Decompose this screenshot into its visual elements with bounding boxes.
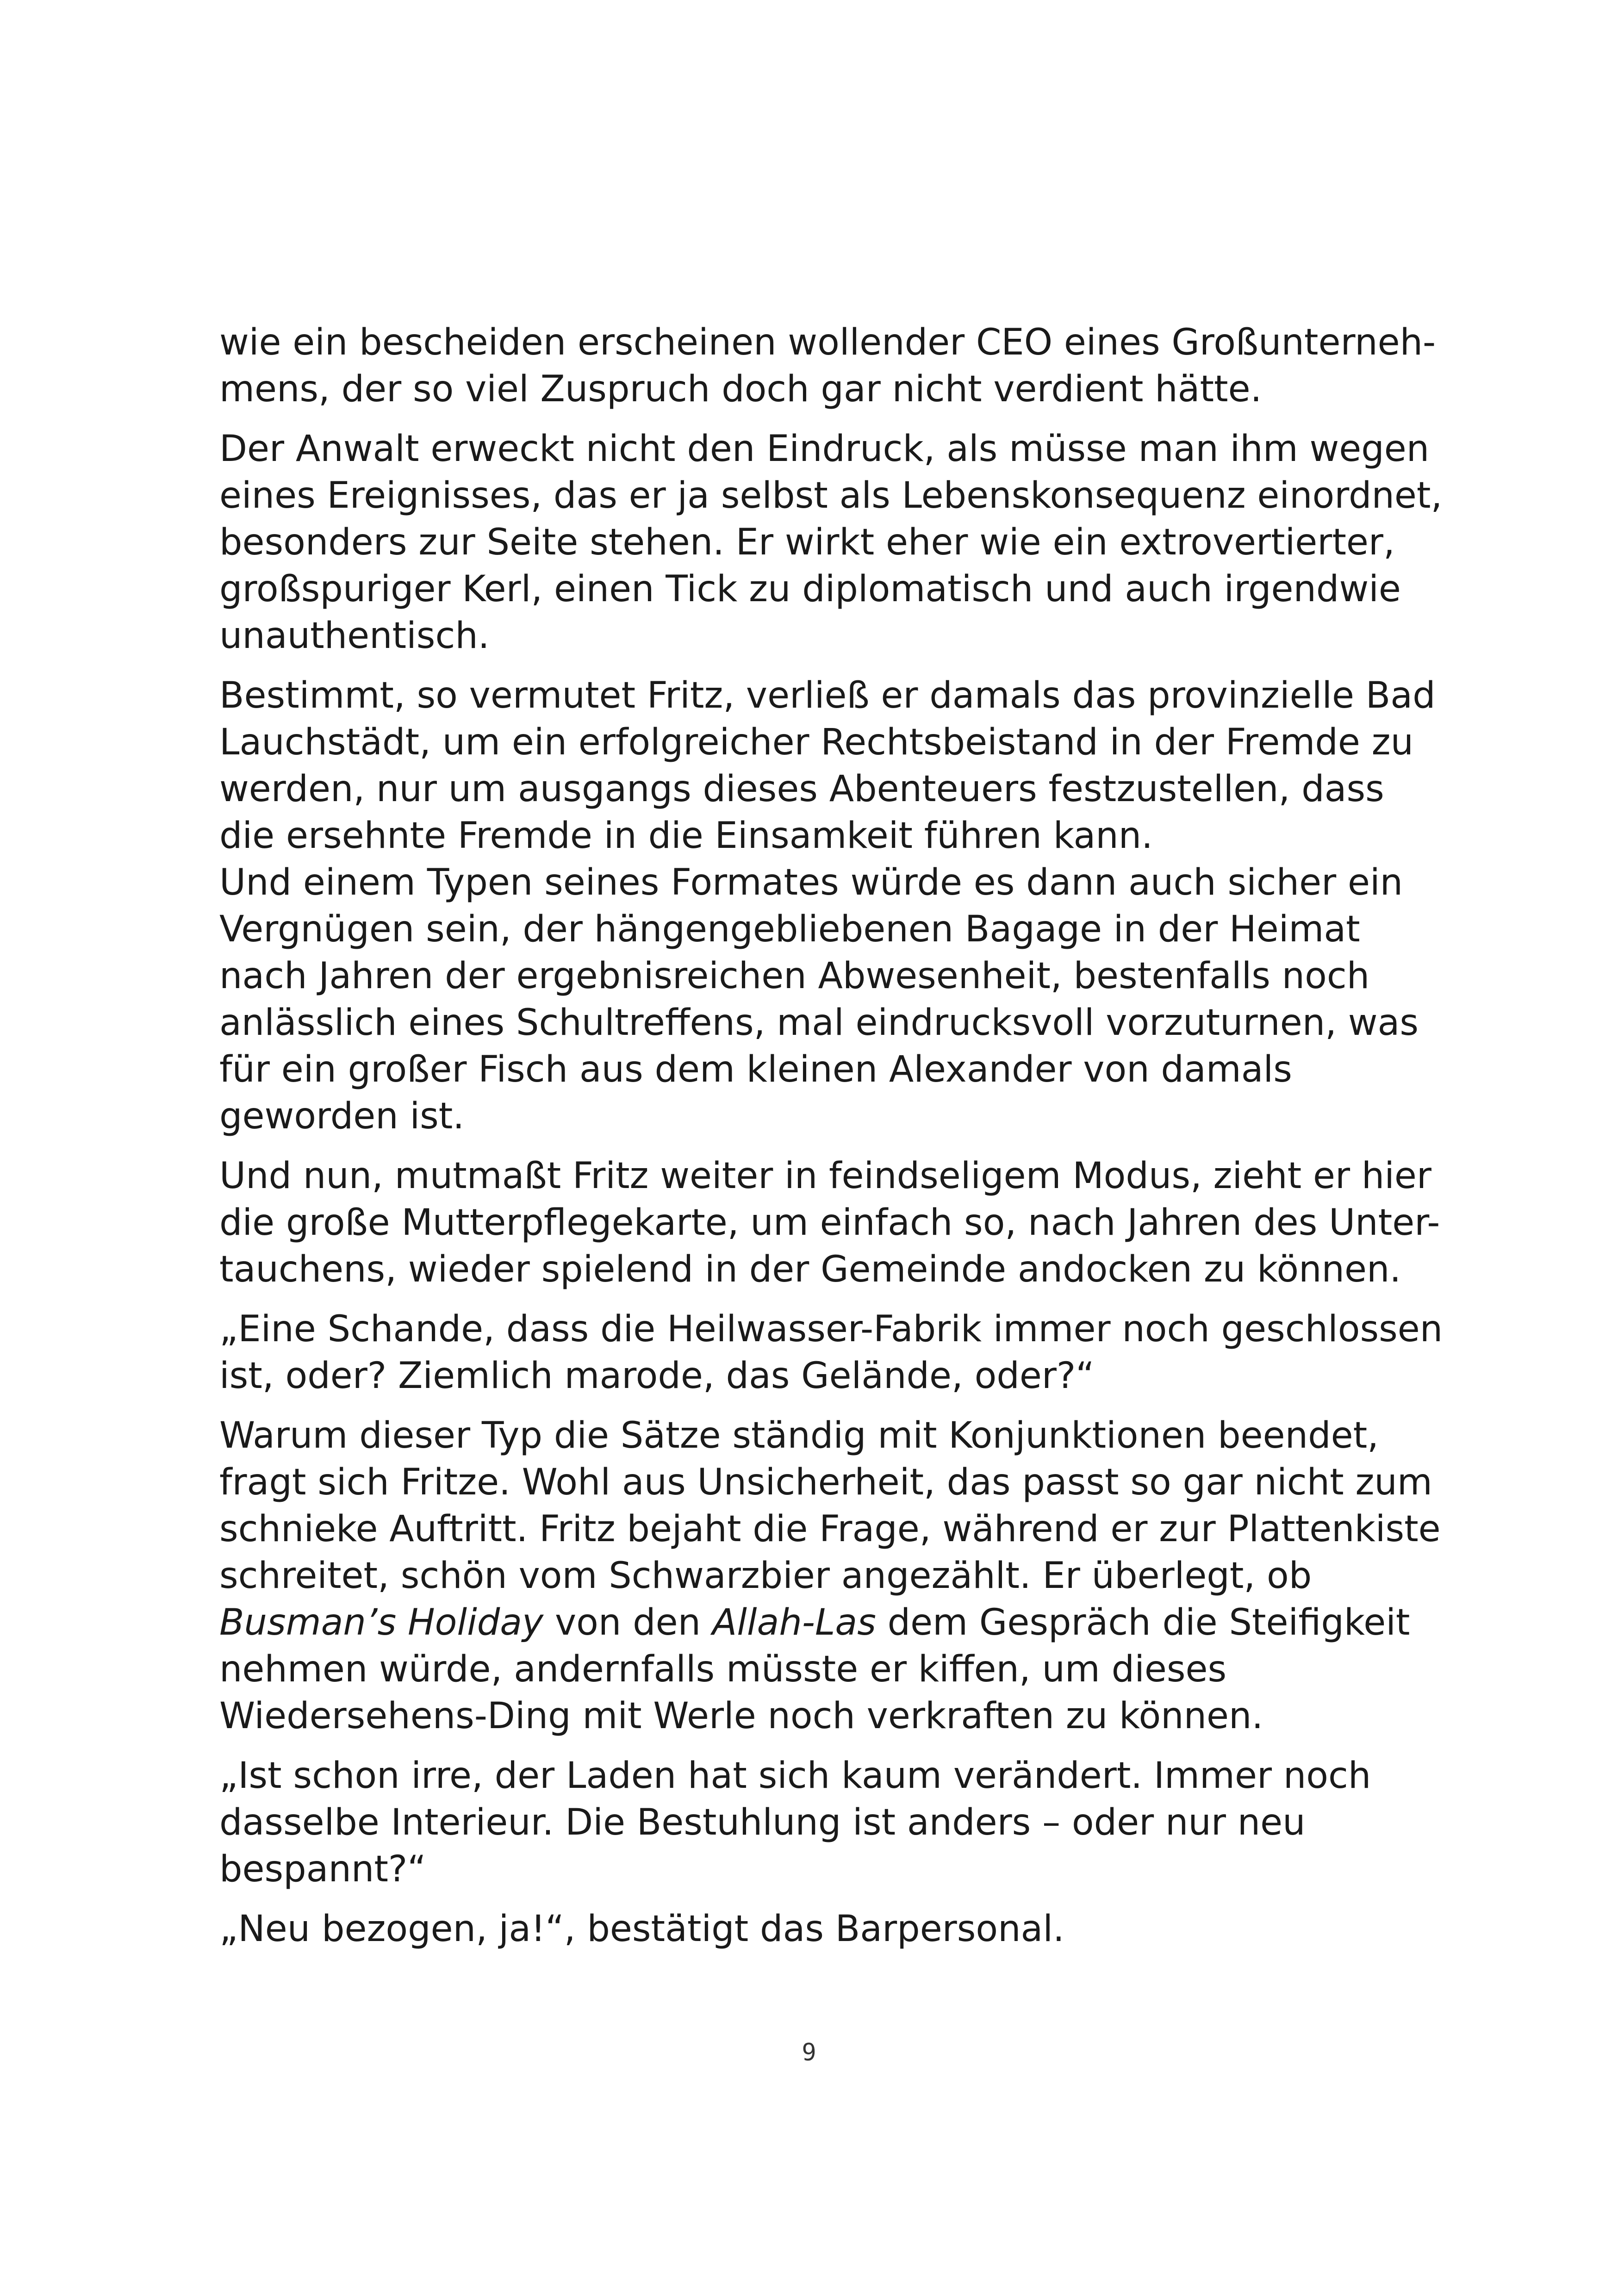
paragraph-4 bbox=[219, 1153, 1440, 1293]
paragraph-2 bbox=[219, 426, 1443, 660]
text-line: Und nun, mutmaßt Fritz weiter in feindseligem Modus, zieht er hier bbox=[219, 1155, 1431, 1197]
text-line: Warum dieser Typ die Sätze ständig mit Konjunktionen beendet, bbox=[219, 1415, 1379, 1456]
paragraph-7 bbox=[219, 1753, 1404, 1893]
text-line: schnieke Auftritt. Fritz bejaht die Frage, während er zur Plattenkiste bbox=[219, 1508, 1441, 1550]
paragraph-6 bbox=[219, 1412, 1441, 1740]
text-line: Der Anwalt erweckt nicht den Eindruck, als müsse man ihm wegen bbox=[219, 428, 1430, 470]
text-line: dasselbe Interieur. Die Bestuhlung ist anders – oder nur neu bbox=[219, 1802, 1306, 1843]
paragraph-3 bbox=[219, 672, 1436, 1140]
text-line: Vergnügen sein, der hängengebliebenen Bagage in der Heimat bbox=[219, 908, 1360, 950]
text-line: die ersehnte Fremde in die Einsamkeit führen kann. bbox=[219, 815, 1153, 857]
band-name: Allah-Las bbox=[712, 1602, 876, 1643]
text-line: Wiedersehens-Ding mit Werle noch verkraften zu können. bbox=[219, 1695, 1263, 1737]
text-line: geworden ist. bbox=[219, 1095, 465, 1137]
text-line: bespannt?“ bbox=[219, 1848, 426, 1890]
text-line: wie ein bescheiden erscheinen wollender CEO eines Großunterneh- bbox=[219, 322, 1436, 363]
paragraph-8 bbox=[219, 1906, 1404, 1953]
text-line: werden, nur um ausgangs dieses Abenteuers festzustellen, dass bbox=[219, 768, 1384, 810]
text-line: Und einem Typen seines Formates würde es dann auch sicher ein bbox=[219, 862, 1403, 903]
text-line: Bestimmt, so vermutet Fritz, verließ er damals das provinzielle Bad bbox=[219, 675, 1436, 716]
text-line: die große Mutterpflegekarte, um einfach so, nach Jahren des Unter- bbox=[219, 1202, 1440, 1244]
text-line: besonders zur Seite stehen. Er wirkt eher wie ein extrovertierter, bbox=[219, 522, 1395, 563]
paragraph-1 bbox=[219, 319, 1436, 413]
text-line: tauchens, wieder spielend in der Gemeinde andocken zu können. bbox=[219, 1249, 1401, 1290]
text-line: fragt sich Fritze. Wohl aus Unsicherheit, das passt so gar nicht zum bbox=[219, 1462, 1432, 1503]
text-line: großspuriger Kerl, einen Tick zu diplomatisch und auch irgendwie bbox=[219, 568, 1401, 610]
body-text bbox=[219, 319, 1443, 1953]
text-line: Lauchstädt, um ein erfolgreicher Rechtsbeistand in der Fremde zu bbox=[219, 722, 1414, 763]
text-fragment: dem Gespräch die Steifigkeit bbox=[876, 1602, 1410, 1643]
text-line: mens, der so viel Zuspruch doch gar nicht verdient hätte. bbox=[219, 368, 1262, 410]
text-line: „Ist schon irre, der Laden hat sich kaum verändert. Immer noch bbox=[219, 1755, 1371, 1797]
text-line: ist, oder? Ziemlich marode, das Gelände, oder?“ bbox=[219, 1355, 1095, 1397]
page-number: 9 bbox=[802, 2039, 816, 2066]
text-line: nach Jahren der ergebnisreichen Abwesenheit, bestenfalls noch bbox=[219, 955, 1370, 997]
text-line: eines Ereignisses, das er ja selbst als Lebenskonsequenz einordnet, bbox=[219, 475, 1443, 516]
text-line: unauthentisch. bbox=[219, 615, 490, 657]
text-line: für ein großer Fisch aus dem kleinen Alexander von damals bbox=[219, 1049, 1292, 1090]
text-line: anlässlich eines Schultreffens, mal eindrucksvoll vorzuturnen, was bbox=[219, 1002, 1419, 1044]
text-line: schreitet, schön vom Schwarzbier angezählt. Er überlegt, ob bbox=[219, 1555, 1312, 1597]
text-line: „Neu bezogen, ja!“, bestätigt das Barpersonal. bbox=[219, 1908, 1064, 1950]
text-fragment: von den bbox=[543, 1602, 712, 1643]
text-line: nehmen würde, andernfalls müsste er kiffen, um dieses bbox=[219, 1649, 1227, 1690]
song-title: Busman’s Holiday bbox=[219, 1602, 544, 1643]
paragraph-5 bbox=[219, 1306, 1443, 1400]
text-line-with-titles bbox=[219, 1599, 1410, 1646]
text-line: „Eine Schande, dass die Heilwasser-Fabrik immer noch geschlossen bbox=[219, 1308, 1443, 1350]
